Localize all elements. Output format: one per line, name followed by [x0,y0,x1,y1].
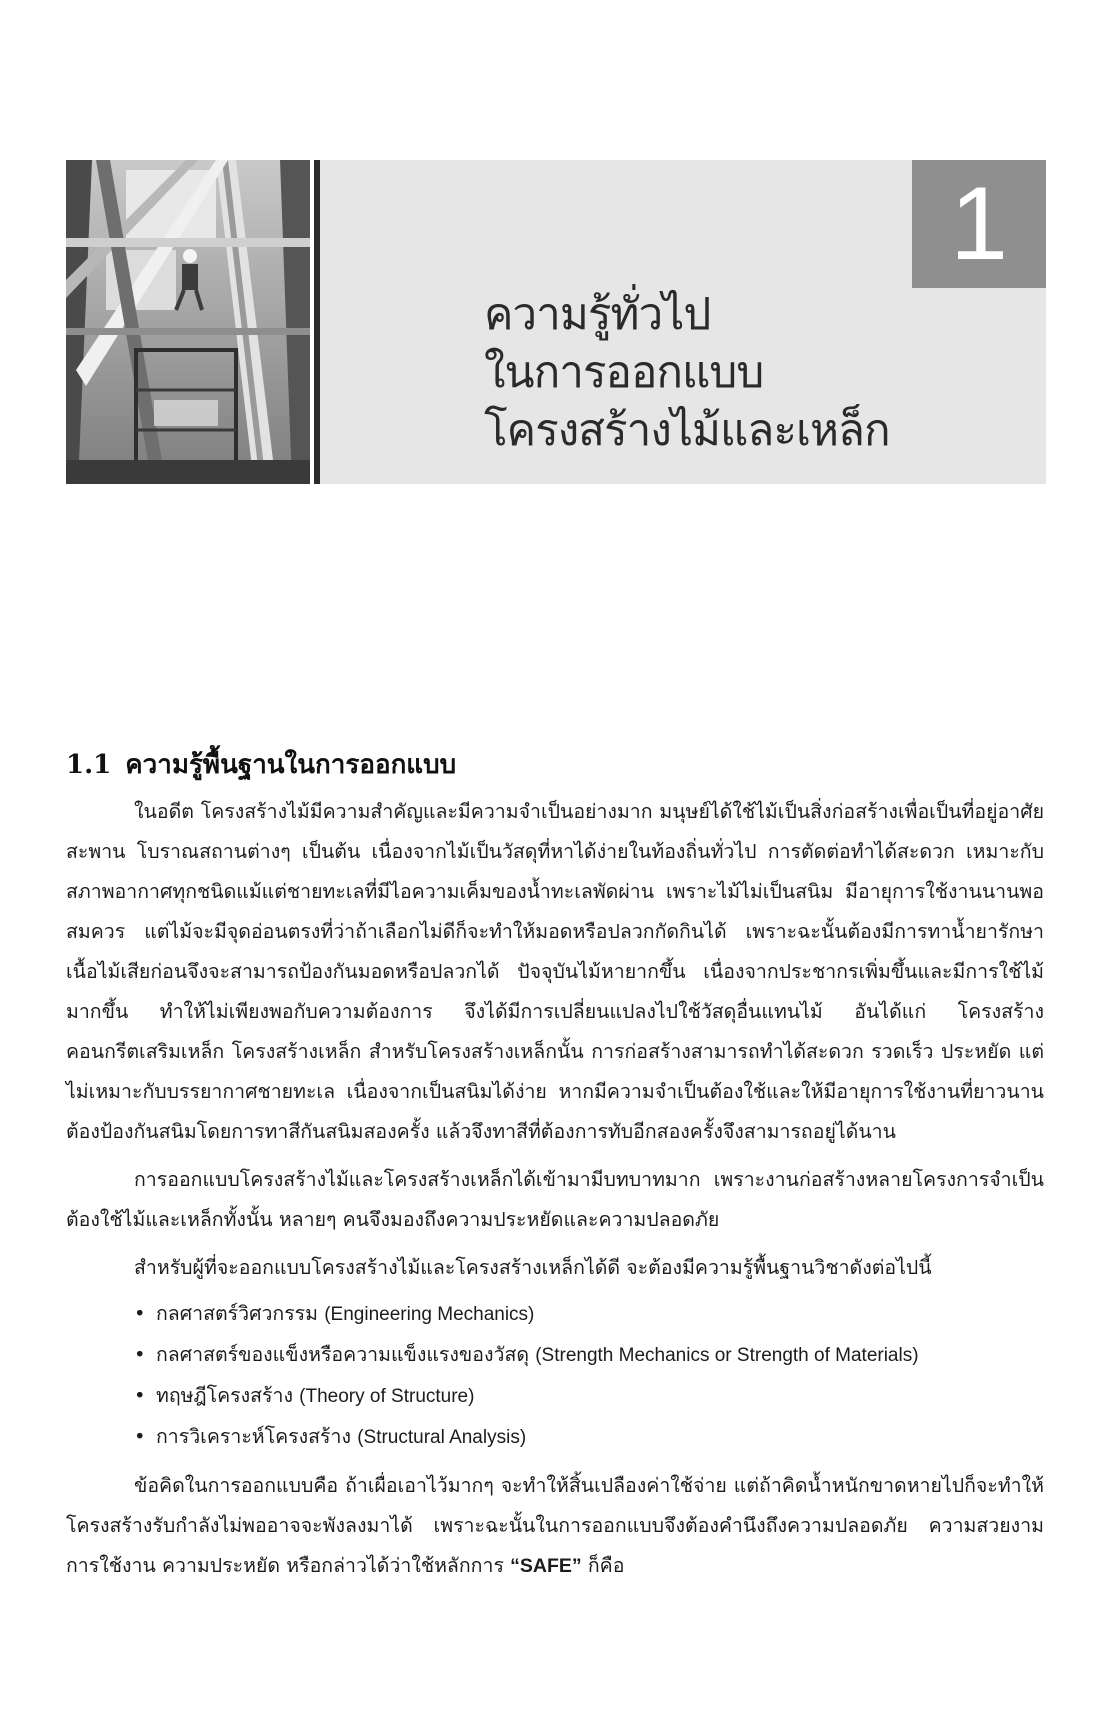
subject-th: การวิเคราะห์โครงสร้าง [156,1425,351,1448]
list-item [134,1335,1044,1376]
bullet-icon: • [134,1302,146,1325]
list-item [134,1294,1044,1335]
subject-en: (Theory of Structure) [299,1386,475,1407]
list-item [134,1417,1044,1458]
subject-list [66,1294,1044,1458]
chapter-number: 1 [912,160,1046,288]
paragraph-history: ในอดีต โครงสร้างไม้มีความสำคัญและมีความจำเป็นอย่างมาก มนุษย์ได้ใช้ไม้เป็นสิ่งก่อสร้างเพื่อเป็นที่อยู่อาศัย สะพาน โบราณสถานต่างๆ เป็นต้น เนื่องจากไม้เป็นวัสดุที่หาได้ง่ายในท้องถิ่นทั่วไป การตัดต่อทำได้สะดวก เหมาะกับสภาพอากาศทุกชนิดแม้แต่ชายทะเลที่มีไอความเค็มของน้ำทะเลพัดผ่าน เพราะไม้ไม่เป็นสนิม มีอายุการใช้งานนานพอสมควร แต่ไม้จะมีจุดอ่อนตรงที่ว่าถ้าเลือกไม่ดีก็จะทำให้มอดหรือปลวกกัดกินได้ เพราะฉะนั้นต้องมีการทาน้ำยารักษาเนื้อไม้เสียก่อนจึงจะสามารถป้องกันมอดหรือปลวกได้ ปัจจุบันไม้หายากขึ้น เนื่องจากประชากรเพิ่มขึ้นและมีการใช้ไม้มากขึ้น ทำให้ไม่เพียงพอกับความต้องการ จึงได้มีการเปลี่ยนแปลงไปใช้วัสดุอื่นแทนไม้ อันได้แก่ โครงสร้างคอนกรีตเสริมเหล็ก โครงสร้างเหล็ก สำหรับโครงสร้างเหล็กนั้น การก่อสร้างสามารถทำได้สะดวก รวดเร็ว ประหยัด แต่ไม่เหมาะกับบรรยากาศชายทะเล เนื่องจากเป็นสนิมได้ง่าย หากมีความจำเป็นต้องใช้และให้มีอายุการใช้งานที่ยาวนาน ต้องป้องกันสนิมโดยการทาสีกันสนิมสองครั้ง แล้วจึงทาสีที่ต้องการทับอีกสองครั้งจึงสามารถอยู่ได้นาน [66,800,1044,1143]
section-title: ความรู้พื้นฐานในการออกแบบ [125,750,457,780]
chapter-title-line-3: โครงสร้างไม้และเหล็ก [484,405,890,456]
section-heading [66,746,1044,784]
section-content [66,746,1044,1594]
design-principle-text: ข้อคิดในการออกแบบคือ ถ้าเผื่อเอาไว้มากๆ จะทำให้สิ้นเปลืองค่าใช้จ่าย แต่ถ้าคิดน้ำหนักขาดหายไปก็จะทำให้โครงสร้างรับกำลังไม่พออาจจะพังลงมาได้ เพราะฉะนั้นในการออกแบบจึงต้องคำนึงถึงความปลอดภัย ความสวยงาม การใช้งาน ความประหยัด หรือกล่าวได้ว่าใช้หลักการ [66,1474,1044,1577]
subject-th: กลศาสตร์วิศวกรรม [156,1302,319,1325]
chapter-title-line-1: ความรู้ทั่วไป [484,289,711,340]
list-item [134,1376,1044,1417]
bullet-icon: • [134,1425,146,1448]
subject-th: กลศาสตร์ของแข็งหรือความแข็งแรงของวัสดุ [156,1343,530,1366]
bullet-icon: • [134,1343,146,1366]
steel-structure-photo [66,160,310,484]
design-principle-end: ก็คือ [587,1554,625,1577]
subject-th: ทฤษฎีโครงสร้าง [156,1384,293,1407]
paragraph-role-of-design: การออกแบบโครงสร้างไม้และโครงสร้างเหล็กได้เข้ามามีบทบาทมาก เพราะงานก่อสร้างหลายโครงการจำเป็นต้องใช้ไม้และเหล็กทั้งนั้น หลายๆ คนจึงมองถึงความประหยัดและความปลอดภัย [66,1168,1044,1231]
safe-keyword: “SAFE” [510,1555,582,1577]
section-number: 1.1 [66,750,112,780]
subject-en: (Structural Analysis) [357,1427,527,1448]
banner-title-panel [320,160,1046,484]
paragraph-prerequisites: สำหรับผู้ที่จะออกแบบโครงสร้างไม้และโครงสร้างเหล็กได้ดี จะต้องมีความรู้พื้นฐานวิชาดังต่อไปนี้ [134,1256,932,1279]
subject-en: (Engineering Mechanics) [324,1304,535,1325]
paragraph-design-principle [66,1466,1044,1586]
chapter-banner [66,160,1046,484]
chapter-title [484,286,890,460]
bullet-icon: • [134,1384,146,1407]
subject-en: (Strength Mechanics or Strength of Materials) [535,1345,919,1366]
chapter-title-line-2: ในการออกแบบ [484,347,764,398]
